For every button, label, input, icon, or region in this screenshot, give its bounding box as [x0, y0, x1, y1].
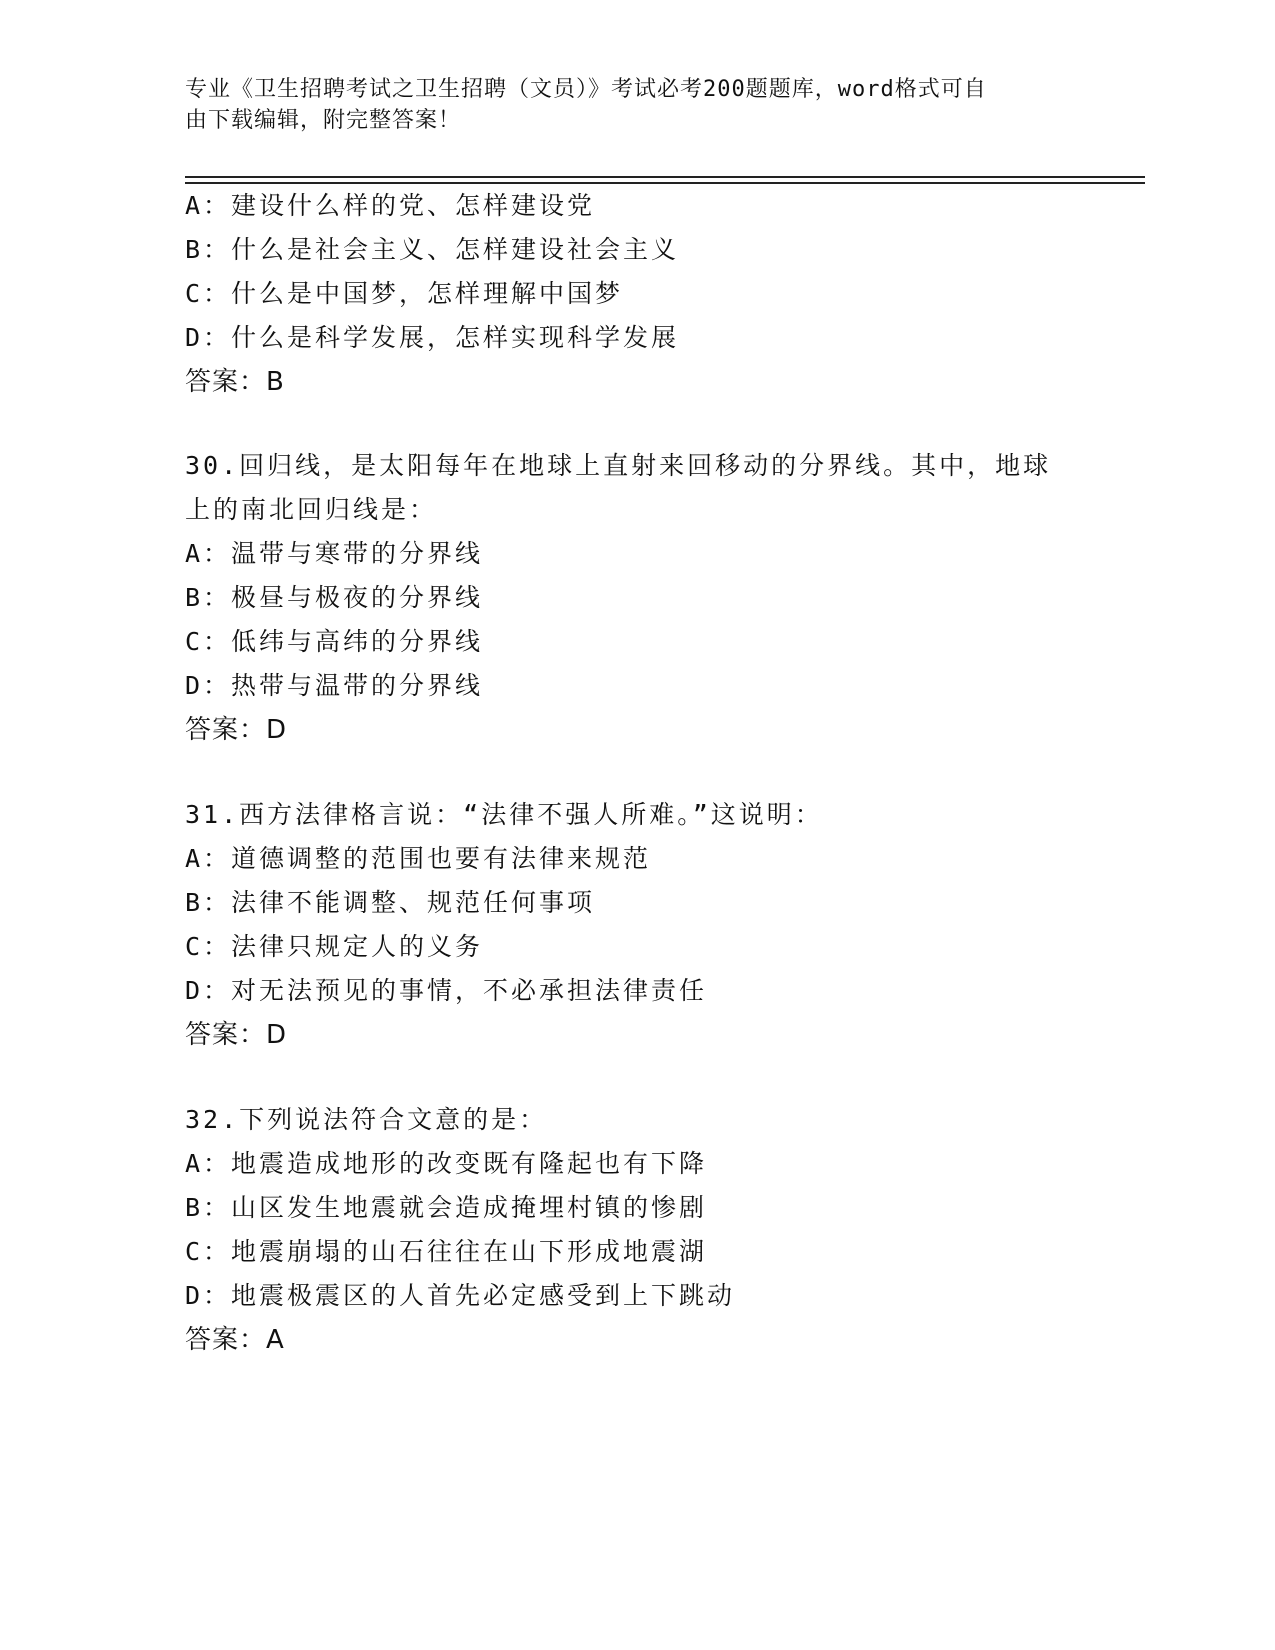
option-a: A：温带与寒带的分界线	[185, 539, 484, 568]
option-c: C：低纬与高纬的分界线	[185, 627, 484, 656]
question-stem-line-1: 31.西方法律格言说：“法律不强人所难。”这说明：	[185, 800, 823, 829]
option-b: B：极昼与极夜的分界线	[185, 583, 484, 612]
option-b: B：法律不能调整、规范任何事项	[185, 888, 596, 917]
option-c: C：地震崩塌的山石往往在山下形成地震湖	[185, 1237, 708, 1266]
option-a: A：道德调整的范围也要有法律来规范	[185, 844, 652, 873]
question-stem-line-1: 32.下列说法符合文意的是：	[185, 1105, 548, 1134]
question-stem-line-1: 30.回归线，是太阳每年在地球上直射来回移动的分界线。其中，地球	[185, 451, 1052, 480]
option-c: C：什么是中国梦，怎样理解中国梦	[185, 279, 624, 308]
option-b: B：山区发生地震就会造成掩埋村镇的惨剧	[185, 1193, 708, 1222]
option-d: D：热带与温带的分界线	[185, 671, 484, 700]
answer-text: 答案：D	[185, 715, 288, 745]
header-line-2: 由下载编辑，附完整答案！	[185, 108, 462, 133]
option-d: D：对无法预见的事情，不必承担法律责任	[185, 976, 708, 1005]
page-header	[185, 74, 1065, 136]
option-b: B：什么是社会主义、怎样建设社会主义	[185, 235, 680, 264]
header-line-1: 专业《卫生招聘考试之卫生招聘（文员）》考试必考200题题库，word格式可自	[185, 77, 987, 102]
option-d: D：地震极震区的人首先必定感受到上下跳动	[185, 1281, 736, 1310]
answer-text: 答案：D	[185, 1020, 288, 1050]
header-rule-top	[185, 176, 1145, 178]
option-a: A：建设什么样的党、怎样建设党	[185, 191, 596, 220]
option-c: C：法律只规定人的义务	[185, 932, 484, 961]
header-rule-bottom	[185, 182, 1145, 184]
option-d: D：什么是科学发展，怎样实现科学发展	[185, 323, 680, 352]
answer-text: 答案：A	[185, 1325, 285, 1355]
option-a: A：地震造成地形的改变既有隆起也有下降	[185, 1149, 708, 1178]
answer-text: 答案：B	[185, 367, 285, 397]
question-stem-line-2: 上的南北回归线是：	[185, 495, 438, 524]
